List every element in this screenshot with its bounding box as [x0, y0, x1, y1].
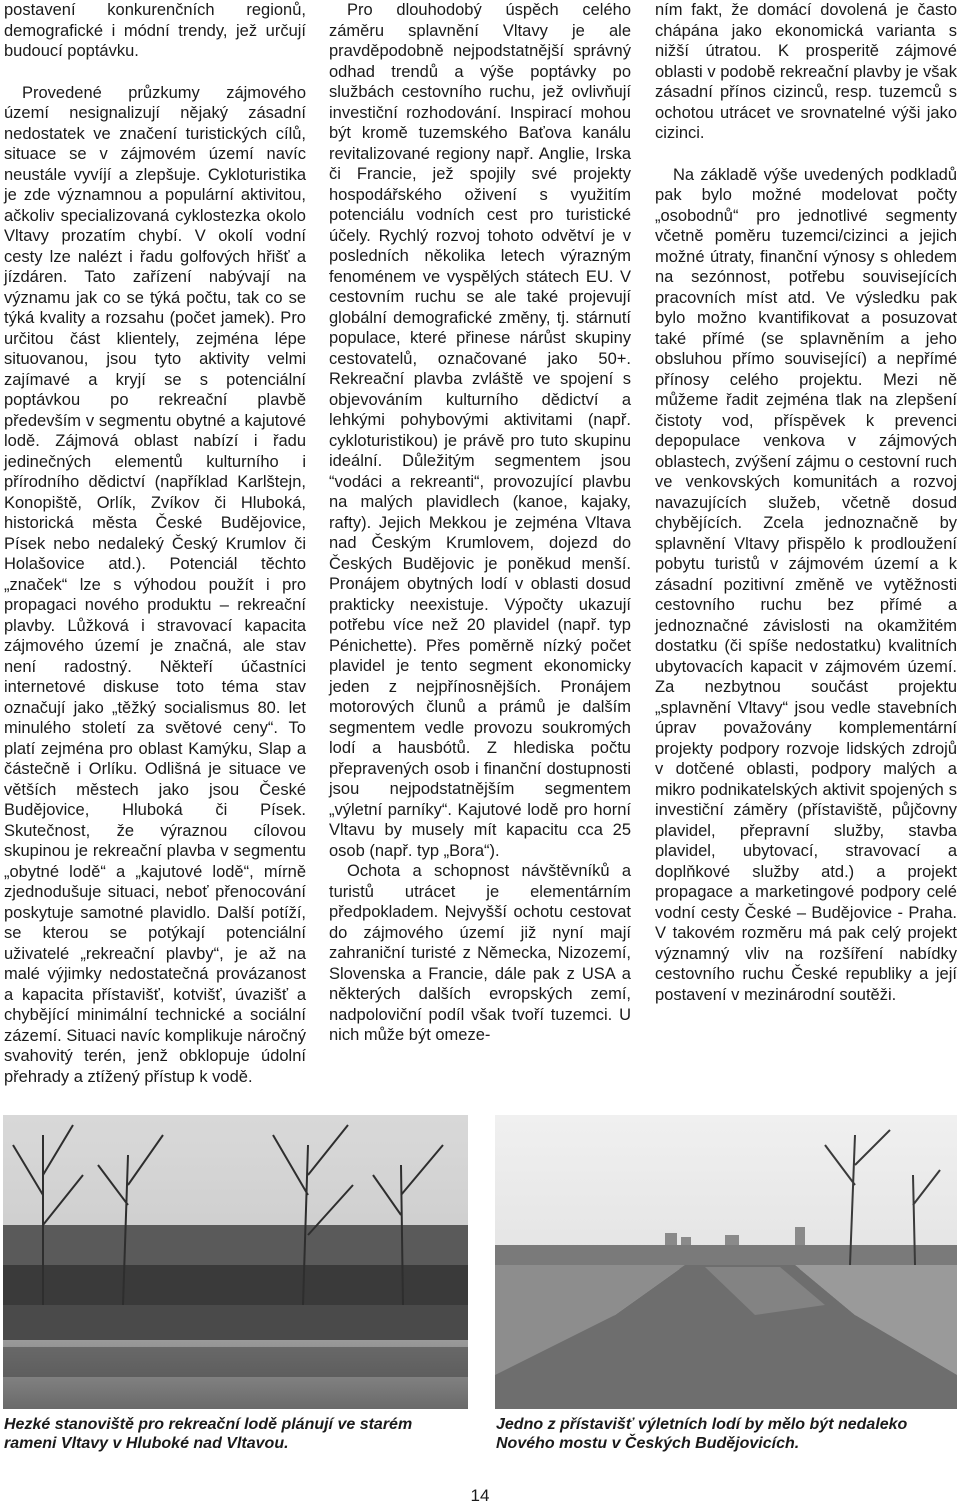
paragraph: Provedené průzkumy zájmového území nesignalizují nějaký zásadní nedostatek ve značení turistických cílů, situace se v zájmovém území navíc neustále vyvíjí a zlepšuje. Cykloturistika je zde významnou a populární aktivitou, ačkoliv specializovaná cyklostezka okolo Vltavy prozatím chybí. V okolí vodní cesty lze nalézt i řadu golfových hřišť a jízdáren. Tato zařízení nabývají na významu jak co se týká počtu, tak co se týká kvality a rozsahu (počet jamek). Pro určitou část klientely, zejména lépe situovanou, jsou tyto aktivity velmi zajímavé a kryjí se s potenciální poptávkou po rekreační plavbě především v segmentu obytné a kajutové lodě. Zájmová oblast nabízí i řadu jedinečných elementů kulturního i přírodního dědictví (například Karlštejn, Konopiště, Orlík, Zvíkov či Hluboká, historická města České Budějovice, Písek nebo nedaleký Český Krumlov či Holašovice atd.). Potenciál těchto „značek“ lze s výhodou použít i pro propagaci nového produktu – rekreační plavby. Lůžková i stravovací kapacita zájmového území je značná, ale stav není radostný. Někteří účastníci internetové diskuse toto téma stav označují jako „těžký socialismus 80. let minulého století za světové ceny“. To platí zejména pro oblast Kamýku, Slap a částečně i Orlíku. Odlišná je situace ve větších městech jako jsou České Budějovice, Hluboká či Písek. Skutečnost, že výraznou cílovou skupinou je rekreační plavba v segmentu „obytné lodě“ a „kajutové lodě“, mírně zjednodušuje situaci, neboť přenocování poskytuje samotné plavidlo. Další potíží, se kterou se potýkají potenciální uživatelé „rekreační plavby“, je až na malé výjimky nedostatečná provázanost a kapacita přístavišť, kotvišť, úvazišť a chybějící minimální technické a sociální zázemí. Situaci navíc komplikuje náročný svahovitý terén, jenž obklopuje údolní přehrady a ztížený přístup k vodě.: [4, 83, 306, 1086]
paragraph: Pro dlouhodobý úspěch celého záměru splavnění Vltavy je ale pravděpodobně nejpodstatnější správný odhad trendů a výše poptávky po službách cestovního ruchu, jež ovlivňují investiční rozhodování. Inspirací mohou být kromě tuzemského Baťova kanálu revitalizované regiony např. Anglie, Irska či Francie, jež spojily své projekty hospodářského oživení s využitím potenciálu vodních cest pro turistické účely. Rychlý rozvoj tohoto odvětví je v posledních několika letech výrazným fenoménem ve vyspělých státech EU. V cestovním ruchu se ale také projevují globální demografické změny, tj. stárnutí populace, které přinese nárůst skupiny cestovatelů, označované jako 50+. Rekreační plavba zvláště ve spojení s objevováním kulturního dědictví a lehkými pohybovými aktivitami (např. cykloturistikou) je právě pro tuto skupinu ideální. Důležitým segmentem jsou “vodáci a rekreanti“, provozující plavbu na malých plavidlech (kanoe, kajaky, rafty). Jejich Mekkou je zejména Vltava nad Českým Krumlovem, dojezd do Českých Budějovic je poněkud menší. Pronájem obytných lodí v oblasti dosud prakticky neexistuje. Výpočty ukazují potřebu více než 20 plavidel (např. typ Pénichette). Přes poměrně nízký počet plavidel je tento segment ekonomicky jeden z nejpřínosnějších. Pronájem motorových člunů a prámů je dalším segmentem vedle provozu soukromých lodí a hausbótů. Z hlediska počtu přepravených osob i finanční dostupnosti jsou nejpodstatnějším segmentem „výletní parníky“. Kajutové lodě pro horní Vltavu by musely mít kapacitu cca 25 osob (např. typ „Bora“).: [329, 1, 631, 860]
paragraph: Na základě výše uvedených podkladů pak bylo možné modelovat počty „osobodnů“ pro jednotlivé segmenty včetně poměru tuzemci/cizinci a jejich možné útraty, finanční výnosy s ohledem na sezónnost, potřebu souvisejících pracovních míst atd. Ve výsledku pak bylo možno kvantifikovat a posuzovat také přímé (se splavněním a jeho obsluhou přímo související) a nepřímé přínosy celého projektu. Mezi ně můžeme řadit zejména tlak na zlepšení čistoty vod, příspěvek k prevenci depopulace venkova v zájmových oblastech, zvýšení zájmu o cestovní ruch ve venkovských komunitách a rozvoj navazujících služeb, včetně dosud chybějících. Zcela jednoznačně by splavnění Vltavy přispělo k prodloužení pobytu turistů v zájmovém území a k zásadní pozitivní změně ve vytěžnosti cestovního ruchu bez přímé a jednoznačné závislosti na okamžitém dostatku (či spíše nedostatku) kvalitních ubytovacích kapacit v zájmovém území. Za nezbytnou součást projektu „splavnění Vltavy“ jsou vedle stavebních úprav považovány komplementární projekty podpory rozvoje lidských zdrojů v dotčené oblasti, podpory malých a mikro podnikatelských aktivit spojených s investiční záměry (přístaviště, půjčovny plavidel, přepravní služby, stavba plavidel, ubytovací, stravovací a doplňkové služby atd.) a projekt propagace a marketingové podpory celé vodní cesty České – Budějovice - Praha. V takovém rozměru má pak celý projekt významný vliv na rozšíření nabídky cestovního ruchu České republiky a její postavení v mezinárodní soutěži.: [655, 165, 957, 1004]
photo-caption-right: Jedno z přístavišť výletních lodí by mělo být nedaleko Nového mostu v Českých Budějovicích.: [496, 1416, 908, 1452]
paragraph: Ochota a schopnost návštěvníků a turistů utrácet je elementárním předpokladem. Nejvyšší ochotu cestovat do zájmového území již nyní mají zahraniční turisté z Německa, Nizozemí, Slovenska a Francie, dále pak z USA a některých dalších evropských zemí, nadpoloviční podíl však tvoří tuzemci. U nich může být omeze-: [329, 862, 631, 1044]
text-column-1: [4, 0, 306, 1087]
text-column-2: [329, 0, 631, 1046]
photo-caption-left: Hezké stanoviště pro rekreační lodě plánují ve starém rameni Vltavy v Hluboké nad Vltavou.: [4, 1416, 413, 1452]
text-column-3: [655, 0, 957, 1005]
photo-ceske-budejovice-river: [495, 1115, 957, 1409]
page-number: 14: [470, 1486, 490, 1505]
paragraph: postavení konkurenčních regionů, demografické i módní trendy, jež určují budoucí poptávku.: [4, 1, 306, 60]
photo-hluboka-river-arm: [3, 1115, 468, 1409]
paragraph: ním fakt, že domácí dovolená je často chápána jako ekonomická varianta s nižší útratou. K prosperitě zájmové oblasti v podobě rekreační plavby je však zásadní přínos cizinců, resp. tuzemců s ochotou utrácet ve srovnatelné výši jako cizinci.: [655, 1, 957, 142]
